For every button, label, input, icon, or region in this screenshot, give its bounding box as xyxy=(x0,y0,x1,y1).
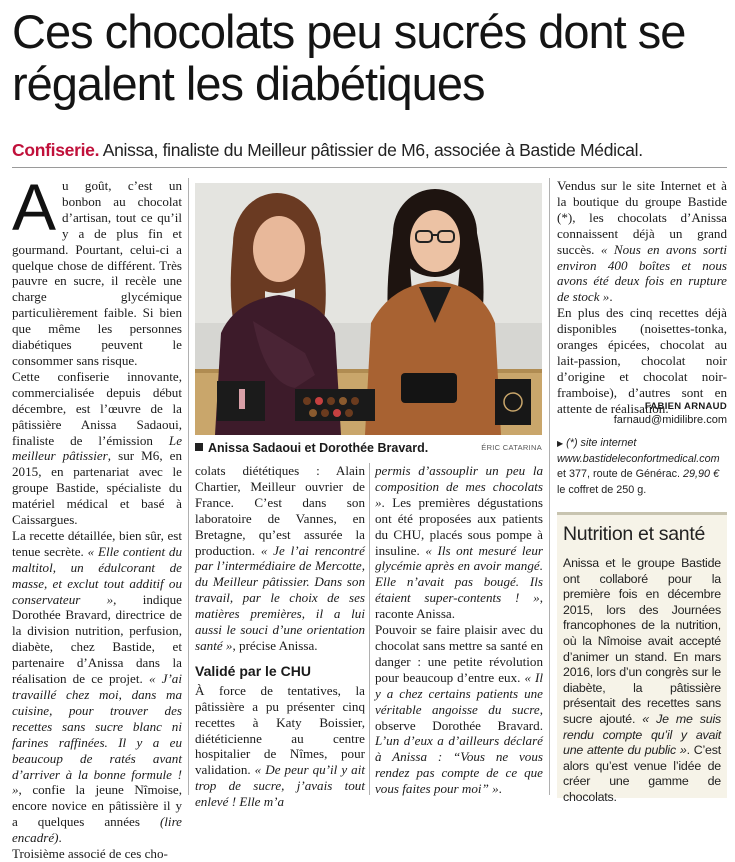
footnote xyxy=(557,436,727,498)
subhead: Validé par le CHU xyxy=(195,662,311,679)
col2-paragraph-1b: , précise Anissa. xyxy=(232,637,318,653)
byline xyxy=(557,401,727,426)
col3-quote-1: permis d’assouplir un peu la composition de mes chocolats » xyxy=(375,463,543,510)
footnote-price: 29,90 € xyxy=(683,468,720,480)
byline-email: farnaud@midilibre.com xyxy=(613,414,727,426)
col1-paragraph-3c: , confie la jeune Nîmoise, encore novice en pâtissière il y a quelques années xyxy=(12,782,182,830)
caption-square-icon xyxy=(195,443,203,451)
col1-paragraph-2-em: Le meilleur pâtissier xyxy=(12,432,182,464)
col3-paragraph-2: Pouvoir se faire plaisir avec du chocolat sans mettre sa santé en danger : une petite révolution pour beaucoup d’entre eux. xyxy=(375,622,543,685)
byline-name: FABIEN ARNAUD xyxy=(644,401,727,412)
col3-paragraph-1c: , raconte Anissa. xyxy=(375,590,543,622)
col4-paragraph-1: Vendus sur le site Internet et à la boutique du groupe Bastide (*), les chocolats d’Anissa connaissent déjà un grand succès. xyxy=(557,178,727,257)
column-divider-2 xyxy=(369,463,370,795)
col2-quote-2: « De peur qu’il y ait trop de sucre, j’avais tout enlevé ! Elle m’a xyxy=(195,762,365,810)
col2-paragraph-1a: colats diététiques : Alain Chartier, Meilleur ouvrier de France. C’est dans son laboratoire de Vannes, en Bretagne, qu’est assurée la production. xyxy=(195,463,365,558)
article-column-3 xyxy=(375,463,543,797)
col1-paragraph-1: u goût, c’est un bonbon au chocolat d’artisan, tout ce qu’il y a de plus fin et gourmand. Pourtant, celui-ci a quelque chose de différent. Très pauvre en sucre, il recèle une charge glycémique particulièrement faible. Si bien que même les personnes diabétiques peuvent le consommer sans risque. xyxy=(12,178,182,368)
headline: Ces chocolats peu sucrés dont se régalent les diabétiques xyxy=(12,5,686,110)
column-divider-1 xyxy=(188,178,189,795)
col1-paragraph-3d: . xyxy=(58,830,62,846)
photo-caption xyxy=(195,441,542,455)
box-body xyxy=(557,546,727,806)
col3-quote-2: « Ils ont mesuré leur glycémie après en avoir mangé. Elle n’avait pas bougé. Ils étaient super-contents ! » xyxy=(375,542,543,606)
col2-quote-1: « Je l’ai rencontré par l’intermédiaire de Mercotte, du Meilleur pâtissier. Dans son travail, par le choix de ses matières premières, il a lui aussi le souci d’une orientation santé » xyxy=(195,542,365,653)
caption-text: Anissa Sadaoui et Dorothée Bravard. xyxy=(208,441,429,455)
col1-paragraph-2b: , sur M6, en 2015, en partenariat avec le groupe Bastide, spécialiste du matériel médical et basé à Caissargues. xyxy=(12,448,182,528)
article-column-1 xyxy=(12,170,182,862)
col1-paragraph-4: Troisième associé de ces cho- xyxy=(12,846,168,862)
deck-rule xyxy=(12,167,727,168)
col1-quote-2: « J’ai travaillé chez moi, dans ma cuisine, pour trouver des recettes sans sucre blanc ni farines raffinées. Il y a eu beaucoup de ratés avant d’arriver à la bonne formule ! » xyxy=(12,671,182,798)
col3-paragraph-2c: . xyxy=(498,781,502,797)
col3-quote-4: L’un d’eux a d’ailleurs déclaré à Anissa : “Vous ne vous rendez pas compte de ce que vous faites pour moi” » xyxy=(375,733,543,797)
col1-quote-1: « Elle contient du maltitol, un édulcorant de masse, et exclut tout additif ou conservateur » xyxy=(12,543,182,607)
dropcap: A xyxy=(12,170,57,244)
triangle-icon: ▶ xyxy=(557,439,564,448)
box-quote: « Je me suis rendu compte qu’il y avait une attente du public » xyxy=(563,711,721,758)
deck xyxy=(12,139,727,161)
col1-paragraph-3a: La recette détaillée, bien sûr, est tenue secrète. xyxy=(12,527,182,559)
sidebar-box xyxy=(557,512,727,804)
box-title: Nutrition et santé xyxy=(563,523,706,545)
col4-paragraph-2: En plus des cinq recettes déjà disponibles (noisettes-tonka, oranges épicées, chocolat au lait-passion, chocolat noir d’origine et chocolat noir-framboise), d’autres sont en attente de réalisation. xyxy=(557,305,727,416)
photo-illustration xyxy=(195,183,542,435)
deck-kicker: Confiserie. xyxy=(12,140,100,160)
column-divider-3 xyxy=(549,178,550,795)
col4-paragraph-1b: . xyxy=(609,289,613,305)
col4-quote-1: « Nous en avons sorti environ 400 boîtes et nous avons été deux fois en rupture de stock » xyxy=(557,241,727,305)
box-body-b: . C’est alors qu’est venue l’idée de créer une gamme de chocolats. xyxy=(563,743,721,804)
box-body-a: Anissa et le groupe Bastide ont collaboré pour la première fois en décembre 2015, lors des Journées francophones de la nutrition, où la Nîmoise avait accepté d’animer un stand. En mars 2016, lors d’un congrès sur le diabète, la pâtissière présentait des recettes sans sucre ajouté. xyxy=(563,556,721,726)
col1-paragraph-2a: Cette confiserie innovante, commercialisée depuis début décembre, est l’œuvre de la pâtissière Anissa Sadaoui, finaliste de l’émission xyxy=(12,368,182,448)
photo xyxy=(195,183,542,435)
deck-text: Anissa, finaliste du Meilleur pâtissier de M6, associée à Bastide Médical. xyxy=(102,140,643,160)
col2-paragraph-2a: À force de tentatives, la pâtissière a pu présenter cinq recettes à Katy Boissier, diététicienne au centre hospitalier de Nîmes, pour validation. xyxy=(195,682,365,778)
article-column-4 xyxy=(557,178,727,417)
photo-credit: ÉRIC CATARINA xyxy=(481,443,542,452)
col3-paragraph-1b: . Les premières dégustations ont été proposées aux patients du CHU, placés sous pompe à insuline. xyxy=(375,494,543,558)
col1-paragraph-3b: , indique Dorothée Bravard, directrice de la division nutrition, perfusion, diabète, chez Bastide, et partenaire d’Anissa dans la réalisation de ce projet. xyxy=(12,591,182,687)
footnote-address: et 377, route de Générac. xyxy=(557,468,681,480)
footnote-website: (*) site internet www.bastideleconfortmedical.com xyxy=(557,437,720,465)
col3-paragraph-2b: , observe Dorothée Bravard. xyxy=(375,701,543,733)
footnote-price-text: le coffret de 250 g. xyxy=(557,483,647,496)
article-column-2 xyxy=(195,463,365,810)
col3-quote-3: « Il y a chez certains patients une véritable angoisse du sucre xyxy=(375,669,543,717)
col1-see-box: (lire encadré) xyxy=(12,814,182,846)
